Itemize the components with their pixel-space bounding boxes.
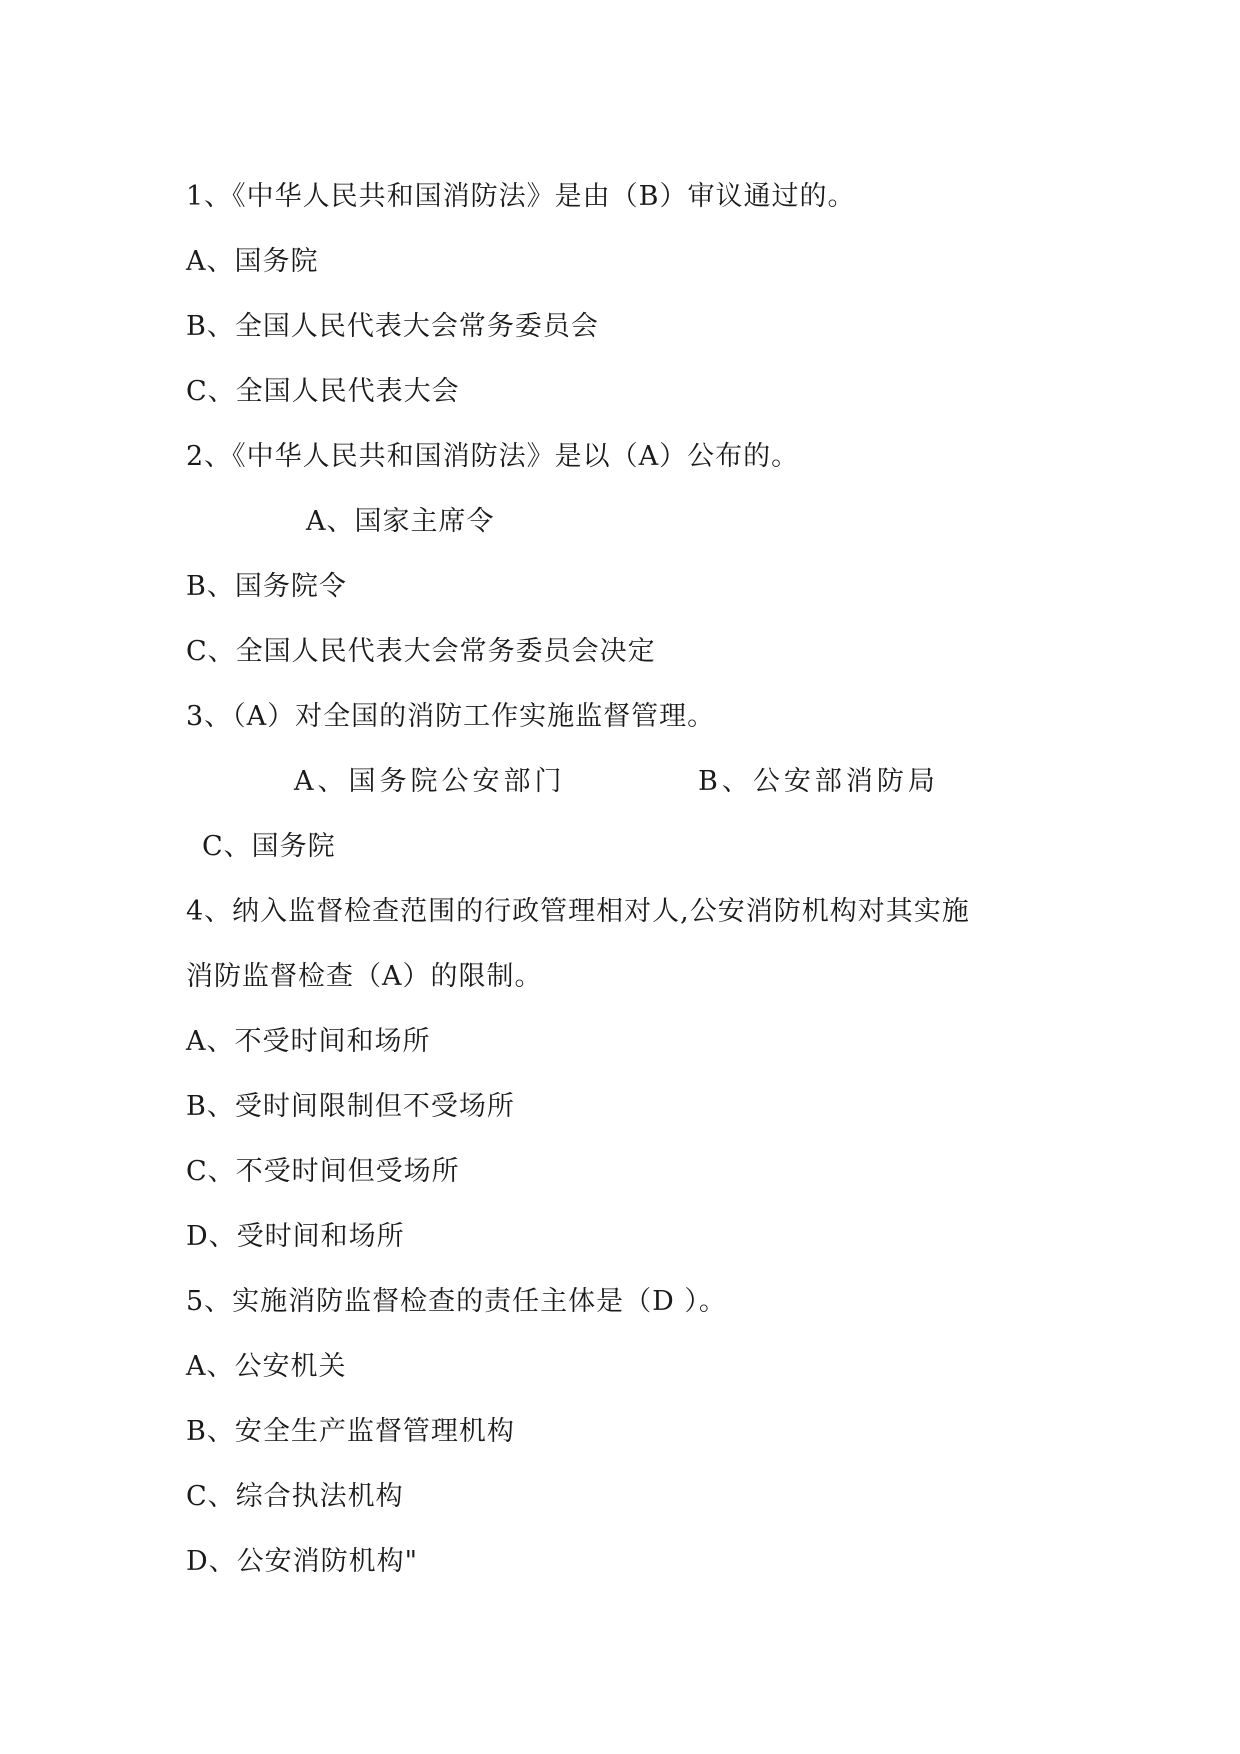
question-5-option-a: A、公安机关 — [186, 1351, 347, 1382]
question-2-text: 2、《中华人民共和国消防法》是以（A）公布的。 — [186, 441, 800, 472]
question-1-option-b: B、全国人民代表大会常务委员会 — [186, 311, 599, 342]
question-1-option-c: C、全国人民代表大会 — [186, 376, 460, 407]
question-2-option-b: B、国务院令 — [186, 571, 347, 602]
question-4-text-line-2: 消防监督检查（A）的限制。 — [186, 961, 543, 992]
question-2-option-a: A、国家主席令 — [306, 506, 495, 537]
question-5-option-d: D、公安消防机构" — [186, 1546, 419, 1577]
question-3-option-a: A、国务院公安部门 — [294, 766, 566, 797]
question-5-option-c: C、综合执法机构 — [186, 1481, 404, 1512]
question-4-option-c: C、不受时间但受场所 — [186, 1156, 460, 1187]
question-2-option-c: C、全国人民代表大会常务委员会决定 — [186, 636, 656, 667]
question-3-option-c: C、国务院 — [202, 831, 336, 862]
question-1-option-a: A、国务院 — [186, 246, 319, 277]
question-4-option-b: B、受时间限制但不受场所 — [186, 1091, 515, 1122]
question-3-option-b: B、公安部消防局 — [698, 766, 939, 797]
question-5-text: 5、实施消防监督检查的责任主体是（D ）。 — [186, 1286, 727, 1317]
question-4-option-d: D、受时间和场所 — [186, 1221, 405, 1252]
question-4-text-line-1: 4、纳入监督检查范围的行政管理相对人,公安消防机构对其实施 — [186, 896, 970, 927]
question-3-text: 3、（A）对全国的消防工作实施监督管理。 — [186, 701, 716, 732]
question-5-option-b: B、安全生产监督管理机构 — [186, 1416, 515, 1447]
question-4-option-a: A、不受时间和场所 — [186, 1026, 431, 1057]
question-1-text: 1、《中华人民共和国消防法》是由（B）审议通过的。 — [186, 181, 856, 212]
